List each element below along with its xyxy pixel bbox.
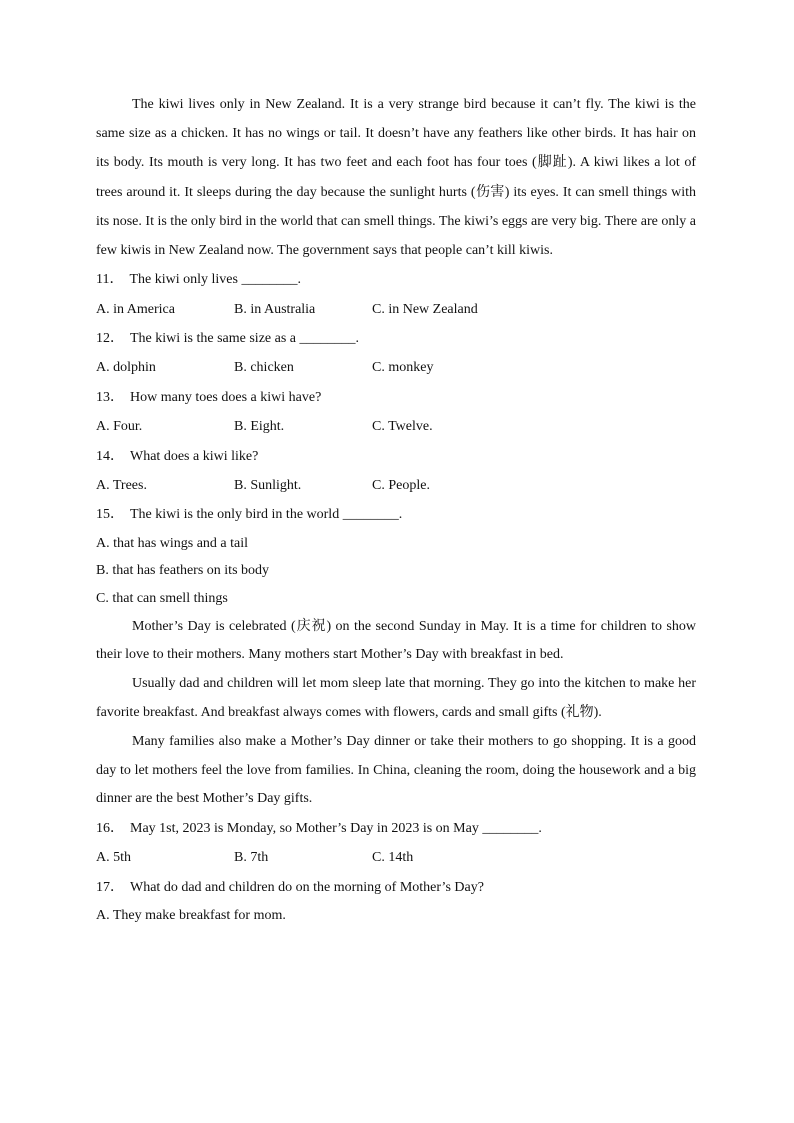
question-17 bbox=[96, 873, 696, 902]
option-b: B. Sunlight. bbox=[234, 477, 302, 493]
question-12 bbox=[96, 324, 696, 353]
options-13 bbox=[96, 412, 696, 441]
option-a: A. in America bbox=[96, 301, 175, 317]
question-16 bbox=[96, 814, 696, 843]
question-text: The kiwi is the only bird in the world ________. bbox=[130, 507, 403, 523]
question-15 bbox=[96, 500, 696, 529]
question-number: 14． bbox=[96, 448, 124, 464]
question-text: The kiwi only lives ________. bbox=[129, 272, 301, 288]
question-number: 12． bbox=[96, 331, 124, 346]
option-c: C. in New Zealand bbox=[372, 301, 478, 317]
option-a: A. Four. bbox=[96, 419, 143, 435]
passage-mothers-day-1: Mother’s Day is celebrated (庆祝) on the second Sunday in May. It is a time for children to show their love to their mothers. Many mothers start Mother’s Day with breakfast in bed. bbox=[96, 618, 696, 663]
question-number: 16． bbox=[96, 821, 124, 837]
question-number: 17． bbox=[96, 879, 124, 895]
question-number: 11． bbox=[96, 272, 124, 288]
options-12 bbox=[96, 353, 696, 382]
passage-kiwi: The kiwi lives only in New Zealand. It is a very strange bird because it can’t fly. The kiwi is the same size as a chicken. It has no wings or tail. It doesn’t have any feathers like other birds. It has hair on its body. Its mouth is very long. It has two feet and each foot has four toes (脚趾). A kiwi likes a lot of trees around it. It sleeps during the day because the sunlight hurts (伤害) its eyes. It can smell things with its nose. It is the only bird in the world that can smell things. The kiwi’s eggs are very big. There are only a few kiwis in New Zealand now. The government says that people can’t kill kiwis. bbox=[96, 97, 696, 259]
question-text: What do dad and children do on the morning of Mother’s Day? bbox=[130, 879, 484, 895]
question-11 bbox=[96, 265, 696, 294]
option-b: B. that has feathers on its body bbox=[96, 563, 270, 579]
worksheet-page bbox=[96, 90, 696, 930]
option-c: C. Twelve. bbox=[372, 419, 433, 435]
passage-mothers-day-3: Many families also make a Mother’s Day dinner or take their mothers to go shopping. It is a good day to let mothers feel the love from families. In China, cleaning the room, doing the housework and a big dinner are the best Mother’s Day gifts. bbox=[96, 733, 696, 807]
option-c: C. 14th bbox=[372, 850, 414, 866]
option-a: A. dolphin bbox=[96, 360, 156, 376]
question-number: 15． bbox=[96, 507, 124, 523]
question-13 bbox=[96, 383, 696, 412]
passage-mothers-day-2: Usually dad and children will let mom sleep late that morning. They go into the kitchen to make her favorite breakfast. And breakfast always comes with flowers, cards and small gifts (礼物). bbox=[96, 676, 696, 720]
option-c: C. that can smell things bbox=[96, 590, 228, 606]
option-b: B. 7th bbox=[234, 850, 269, 866]
option-b: B. Eight. bbox=[234, 419, 285, 435]
question-number: 13． bbox=[96, 389, 124, 405]
option-a: A. Trees. bbox=[96, 477, 147, 493]
options-11 bbox=[96, 295, 696, 324]
option-b: B. in Australia bbox=[234, 301, 316, 317]
question-text: How many toes does a kiwi have? bbox=[130, 389, 322, 405]
option-a: A. They make breakfast for mom. bbox=[96, 908, 286, 924]
option-a: A. that has wings and a tail bbox=[96, 535, 249, 551]
question-14 bbox=[96, 442, 696, 471]
question-text: The kiwi is the same size as a ________. bbox=[130, 331, 360, 346]
option-b: B. chicken bbox=[234, 360, 294, 376]
question-text: May 1st, 2023 is Monday, so Mother’s Day in 2023 is on May ________. bbox=[130, 821, 542, 837]
option-a: A. 5th bbox=[96, 850, 131, 866]
options-14 bbox=[96, 471, 696, 500]
option-c: C. People. bbox=[372, 477, 430, 493]
options-16 bbox=[96, 843, 696, 872]
question-text: What does a kiwi like? bbox=[130, 448, 259, 464]
option-c: C. monkey bbox=[372, 360, 434, 376]
